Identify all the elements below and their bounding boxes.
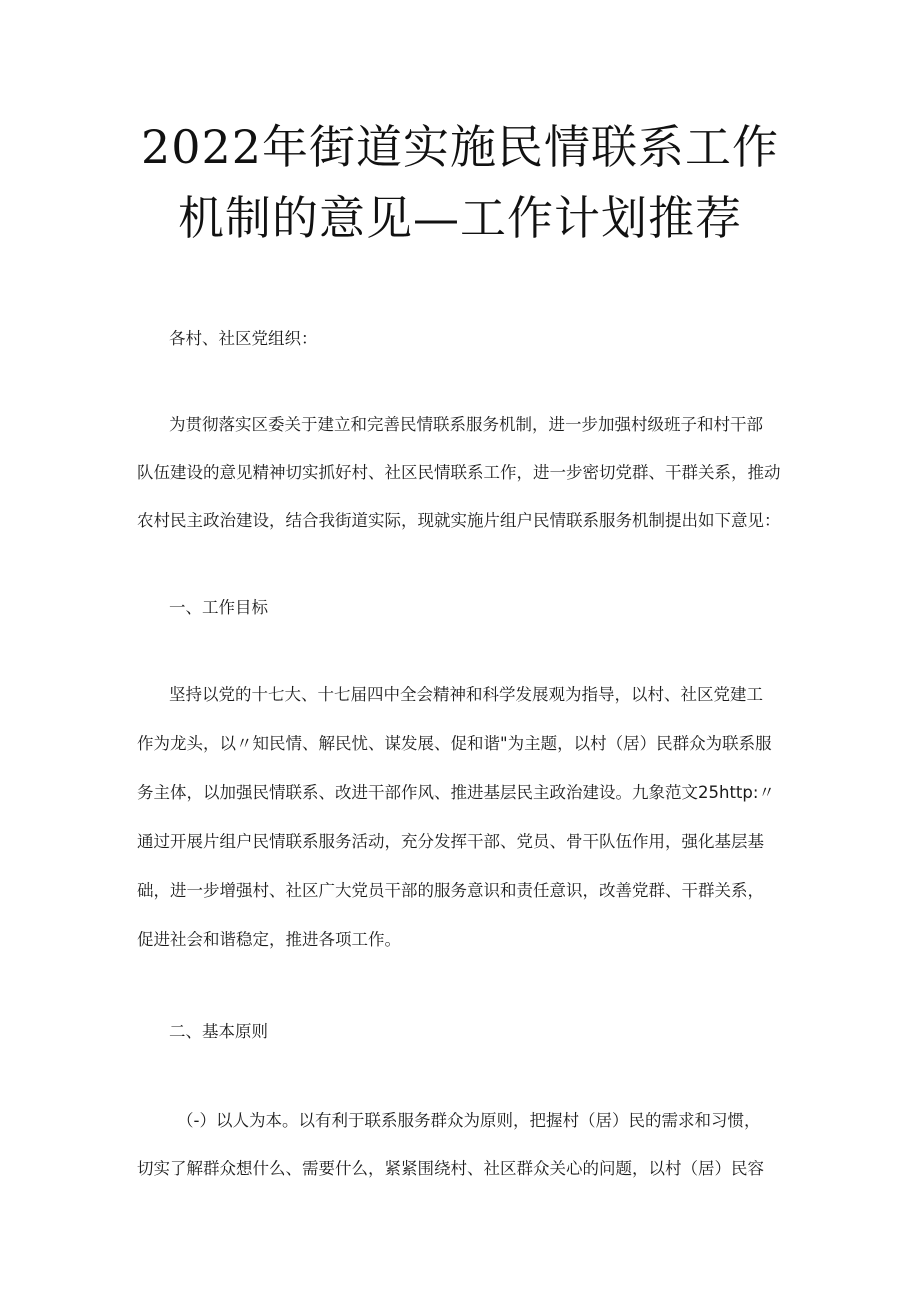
paragraph-line: 切实了解群众想什么、需要什么，紧紧围绕村、社区群众关心的问题，以村（居）民容 <box>137 1159 764 1178</box>
paragraph-line: 为贯彻落实区委关于建立和完善民情联系服务机制，进一步加强村级班子和村干部 <box>169 415 763 434</box>
intro-paragraph <box>137 415 797 535</box>
paragraph-line: 础，进一步增强村、社区广大党员干部的服务意识和责任意识，改善党群、干群关系， <box>137 881 764 900</box>
section-heading-text: 二、基本原则 <box>169 1022 268 1041</box>
paragraph-line: 务主体，以加强民情联系、改进干部作风、推进基层民主政治建设。九象范文25http:〃 <box>137 783 775 802</box>
paragraph-line: 坚持以党的十七大、十七届四中全会精神和科学发展观为指导，以村、社区党建工 <box>169 685 763 704</box>
paragraph-line: 促进社会和谐稳定，推进各项工作。 <box>137 930 401 949</box>
section-heading-text: 一、工作目标 <box>169 598 268 617</box>
paragraph-line: （-）以人为本。以有利于联系服务群众为原则，把握村（居）民的需求和习惯， <box>177 1111 761 1130</box>
paragraph-line: 通过开展片组户民情联系服务活动，充分发挥干部、党员、骨干队伍作用，强化基层基 <box>137 832 764 851</box>
principle-item-1 <box>137 1111 797 1181</box>
salutation <box>137 329 797 349</box>
paragraph-line: 作为龙头，以〃知民情、解民忧、谋发展、促和谐"为主题，以村（居）民群众为联系服 <box>137 734 772 753</box>
salutation-text: 各村、社区党组织： <box>169 329 318 348</box>
section-heading-principles <box>137 1022 797 1042</box>
goals-paragraph <box>137 685 797 955</box>
document-title-line-2: 机制的意见—工作计划推荐 <box>178 191 742 245</box>
paragraph-line: 农村民主政治建设，结合我街道实际，现就实施片组户民情联系服务机制提出如下意见： <box>137 511 781 530</box>
section-heading-goals <box>137 598 797 618</box>
document-title-line-1: 2022年街道实施民情联系工作 <box>140 120 780 174</box>
paragraph-line: 队伍建设的意见精神切实抓好村、社区民情联系工作，进一步密切党群、干群关系，推动 <box>137 463 781 482</box>
